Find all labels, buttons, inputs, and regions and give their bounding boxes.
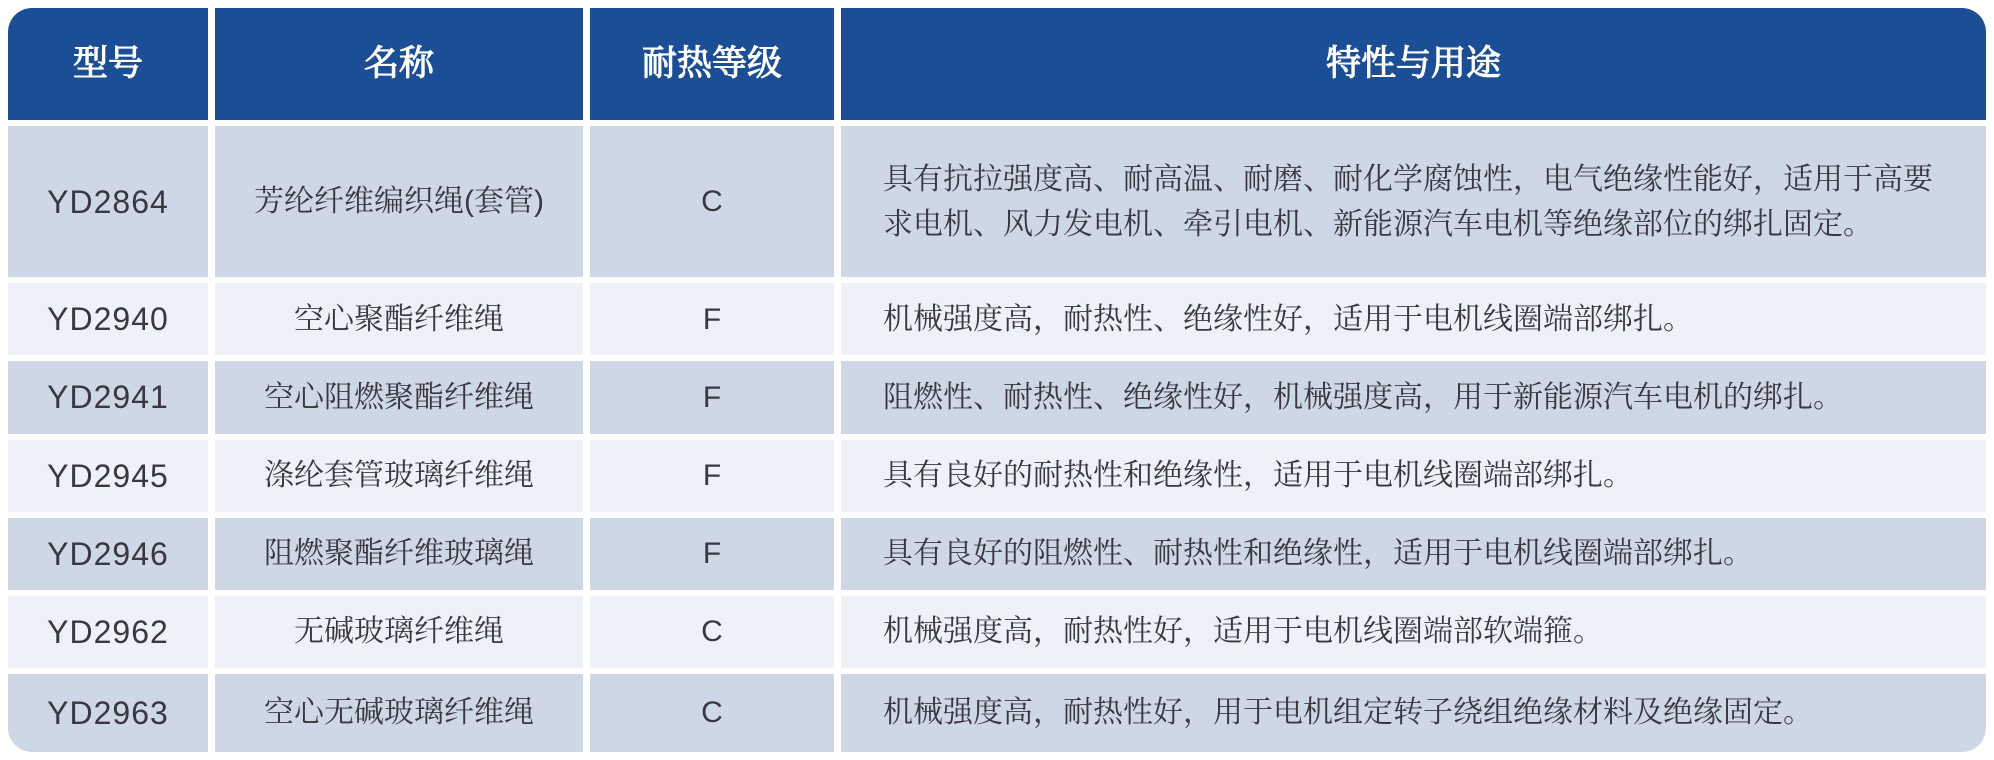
row-name: 芳纶纤维编织绳(套管): [215, 126, 583, 277]
row-name: 涤纶套管玻璃纤维绳: [215, 440, 583, 512]
row-model: YD2946: [8, 518, 208, 590]
row-model: YD2962: [8, 596, 208, 668]
row-features: 机械强度高，耐热性好，适用于电机线圈端部软端箍。: [841, 596, 1986, 668]
row-grade: C: [590, 126, 834, 277]
header-name: 名称: [215, 8, 583, 120]
row-model: YD2941: [8, 361, 208, 433]
row-name: 空心聚酯纤维绳: [215, 283, 583, 355]
row-grade: F: [590, 440, 834, 512]
row-name: 空心无碱玻璃纤维绳: [215, 674, 583, 752]
row-name: 阻燃聚酯纤维玻璃绳: [215, 518, 583, 590]
row-features: 阻燃性、耐热性、绝缘性好，机械强度高，用于新能源汽车电机的绑扎。: [841, 361, 1986, 433]
row-features: 机械强度高，耐热性、绝缘性好，适用于电机线圈端部绑扎。: [841, 283, 1986, 355]
row-grade: C: [590, 674, 834, 752]
row-features: 具有良好的阻燃性、耐热性和绝缘性，适用于电机线圈端部绑扎。: [841, 518, 1986, 590]
header-features: 特性与用途: [841, 8, 1986, 120]
row-model: YD2940: [8, 283, 208, 355]
row-features: 具有良好的耐热性和绝缘性，适用于电机线圈端部绑扎。: [841, 440, 1986, 512]
row-name: 无碱玻璃纤维绳: [215, 596, 583, 668]
row-grade: F: [590, 361, 834, 433]
header-heat-grade: 耐热等级: [590, 8, 834, 120]
row-grade: F: [590, 518, 834, 590]
row-grade: C: [590, 596, 834, 668]
row-features: 机械强度高，耐热性好，用于电机组定转子绕组绝缘材料及绝缘固定。: [841, 674, 1986, 752]
row-model: YD2963: [8, 674, 208, 752]
row-features: 具有抗拉强度高、耐高温、耐磨、耐化学腐蚀性，电气绝缘性能好，适用于高要求电机、风力发电机、牵引电机、新能源汽车电机等绝缘部位的绑扎固定。: [841, 126, 1986, 277]
row-model: YD2945: [8, 440, 208, 512]
header-model: 型号: [8, 8, 208, 120]
row-grade: F: [590, 283, 834, 355]
row-model: YD2864: [8, 126, 208, 277]
row-name: 空心阻燃聚酯纤维绳: [215, 361, 583, 433]
